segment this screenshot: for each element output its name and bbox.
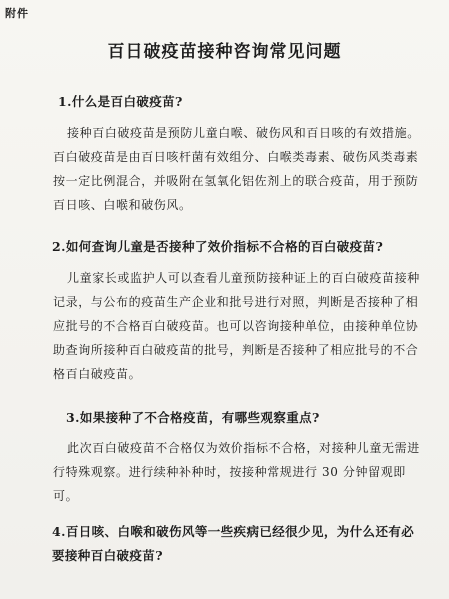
question-4: 4.百日咳、白喉和破伤风等一些疾病已经很少见，为什么还有必要接种百白破疫苗? [52,524,415,563]
answer-3: 此次百白破疫苗不合格仅为效价指标不合格，对接种儿童无需进行特殊观察。进行续种补种时，按接种常规进行 30 分钟留观即可。 [53,441,420,503]
question-3: 3.如果接种了不合格疫苗，有哪些观察重点? [66,410,320,425]
answer-1: 接种百白破疫苗是预防儿童白喉、破伤风和百日咳的有效措施。百白破疫苗是由百日咳杆菌有效组分、白喉类毒素、破伤风类毒素按一定比例混合，并吸附在氢氧化铝佐剂上的联合疫苗，用于预防百日咳、白喉和破伤风。 [53,126,420,212]
question-1: 1.什么是百白破疫苗? [58,94,183,109]
attachment-label: 附件 [5,7,29,20]
answer-2: 儿童家长或监护人可以查看儿童预防接种证上的百白破疫苗接种记录，与公布的疫苗生产企业和批号进行对照，判断是否接种了相应批号的不合格百白破疫苗。也可以咨询接种单位，由接种单位协助查询所接种百白破疫苗的批号，判断是否接种了相应批号的不合格百白破疫苗。 [53,271,420,381]
document-title: 百日破疫苗接种咨询常见问题 [107,42,342,62]
question-2: 2.如何查询儿童是否接种了效价指标不合格的百白破疫苗? [52,239,384,254]
